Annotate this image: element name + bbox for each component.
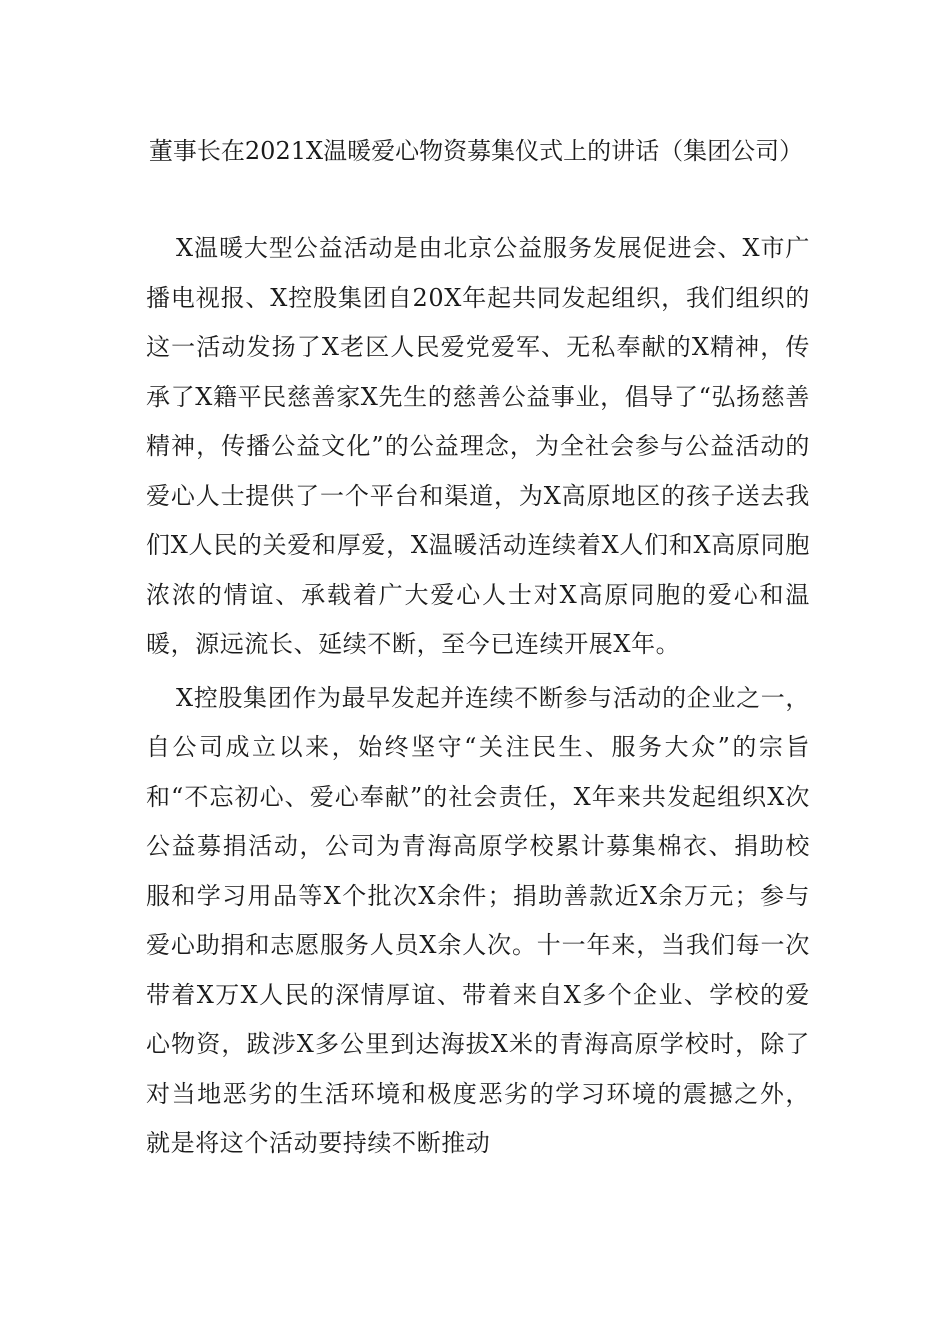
- paragraph: X温暖大型公益活动是由北京公益服务发展促进会、X市广播电视报、X控股集团自20X年起共同发起组织，我们组织的这一活动发扬了X老区人民爱党爱军、无私奉献的X精神，传承了X籍平民慈善家X先生的慈善公益事业，倡导了“弘扬慈善精神，传播公益文化”的公益理念，为全社会参与公益活动的爱心人士提供了一个平台和渠道，为X高原地区的孩子送去我们X人民的关爱和厚爱，X温暖活动连续着X人们和X高原同胞浓浓的情谊、承载着广大爱心人士对X高原同胞的爱心和温暖，源远流长、延续不断，至今已连续开展X年。: [146, 234, 810, 658]
- document-body: [146, 224, 810, 1169]
- document-title: 董事长在2021X温暖爱心物资募集仪式上的讲话（集团公司）: [148, 137, 804, 165]
- paragraph: X控股集团作为最早发起并连续不断参与活动的企业之一，自公司成立以来，始终坚守“关注民生、服务大众”的宗旨和“不忘初心、爱心奉献”的社会责任，X年来共发起组织X次公益募捐活动，公司为青海高原学校累计募集棉衣、捐助校服和学习用品等X个批次X余件；捐助善款近X余万元；参与爱心助捐和志愿服务人员X余人次。十一年来，当我们每一次带着X万X人民的深情厚谊、带着来自X多个企业、学校的爱心物资，跋涉X多公里到达海拔X米的青海高原学校时，除了对当地恶劣的生活环境和极度恶劣的学习环境的震撼之外，就是将这个活动要持续不断推动: [146, 683, 810, 1157]
